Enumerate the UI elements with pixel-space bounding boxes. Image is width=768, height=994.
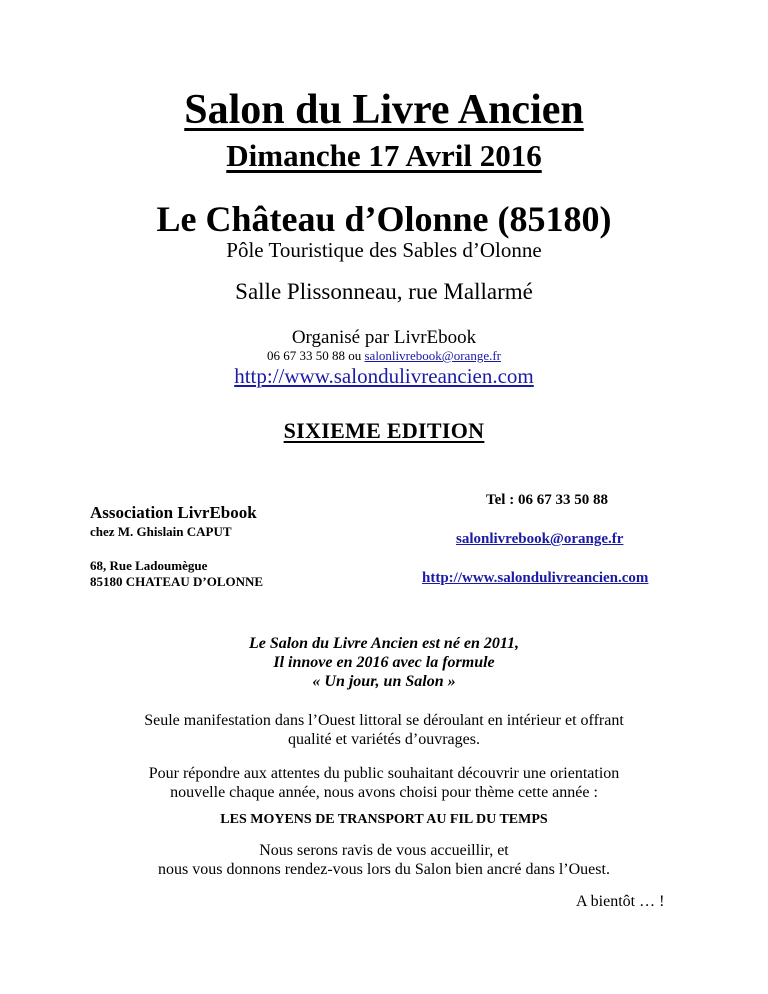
contact-website-link[interactable]: http://www.salondulivreancien.com [422, 570, 649, 586]
organizer-website-link[interactable]: http://www.salondulivreancien.com [234, 364, 534, 388]
association-city: 85180 CHATEAU D’OLONNE [90, 574, 264, 589]
association-care-of: chez M. Ghislain CAPUT [90, 524, 232, 539]
closing-line: A bientôt … ! [576, 893, 665, 910]
intro-line-2: Il innove en 2016 avec la formule [273, 654, 495, 671]
paragraph-1-line-2: qualité et variétés d’ouvrages. [288, 731, 480, 748]
association-street: 68, Rue Ladoumègue [90, 558, 208, 573]
page-title: Salon du Livre Ancien [184, 87, 584, 133]
theme-heading: LES MOYENS DE TRANSPORT AU FIL DU TEMPS [220, 812, 548, 827]
contact-website [422, 570, 648, 587]
contact-email [456, 531, 623, 548]
event-subtitle: Pôle Touristique des Sables d’Olonne [226, 238, 542, 262]
paragraph-1-line-1: Seule manifestation dans l’Ouest littoral se déroulant en intérieur et offrant [144, 712, 624, 729]
organizer-line: Organisé par LivrEbook [291, 327, 477, 348]
organizer-website [0, 364, 768, 389]
association-name: Association LivrEbook [90, 503, 257, 522]
organizer-email-link[interactable]: salonlivrebook@orange.fr [364, 348, 501, 363]
edition-heading: SIXIEME EDITION [283, 418, 485, 443]
paragraph-2-line-2: nouvelle chaque année, nous avons choisi pour thème cette année : [170, 784, 598, 801]
intro-line-3: « Un jour, un Salon » [312, 673, 456, 690]
event-date: Dimanche 17 Avril 2016 [226, 138, 542, 173]
event-hall: Salle Plissonneau, rue Mallarmé [235, 279, 533, 304]
contact-email-link[interactable]: salonlivrebook@orange.fr [456, 531, 624, 547]
event-place: Le Château d’Olonne (85180) [156, 199, 612, 239]
contact-tel: Tel : 06 67 33 50 88 [486, 492, 608, 508]
paragraph-3-line-2: nous vous donnons rendez-vous lors du Salon bien ancré dans l’Ouest. [158, 861, 610, 878]
paragraph-2-line-1: Pour répondre aux attentes du public souhaitant découvrir une orientation [148, 765, 620, 782]
organizer-phone: 06 67 33 50 88 ou [266, 348, 365, 363]
paragraph-3-line-1: Nous serons ravis de vous accueillir, et [259, 842, 509, 859]
intro-line-1: Le Salon du Livre Ancien est né en 2011, [248, 635, 520, 652]
organizer-contact [0, 348, 768, 364]
